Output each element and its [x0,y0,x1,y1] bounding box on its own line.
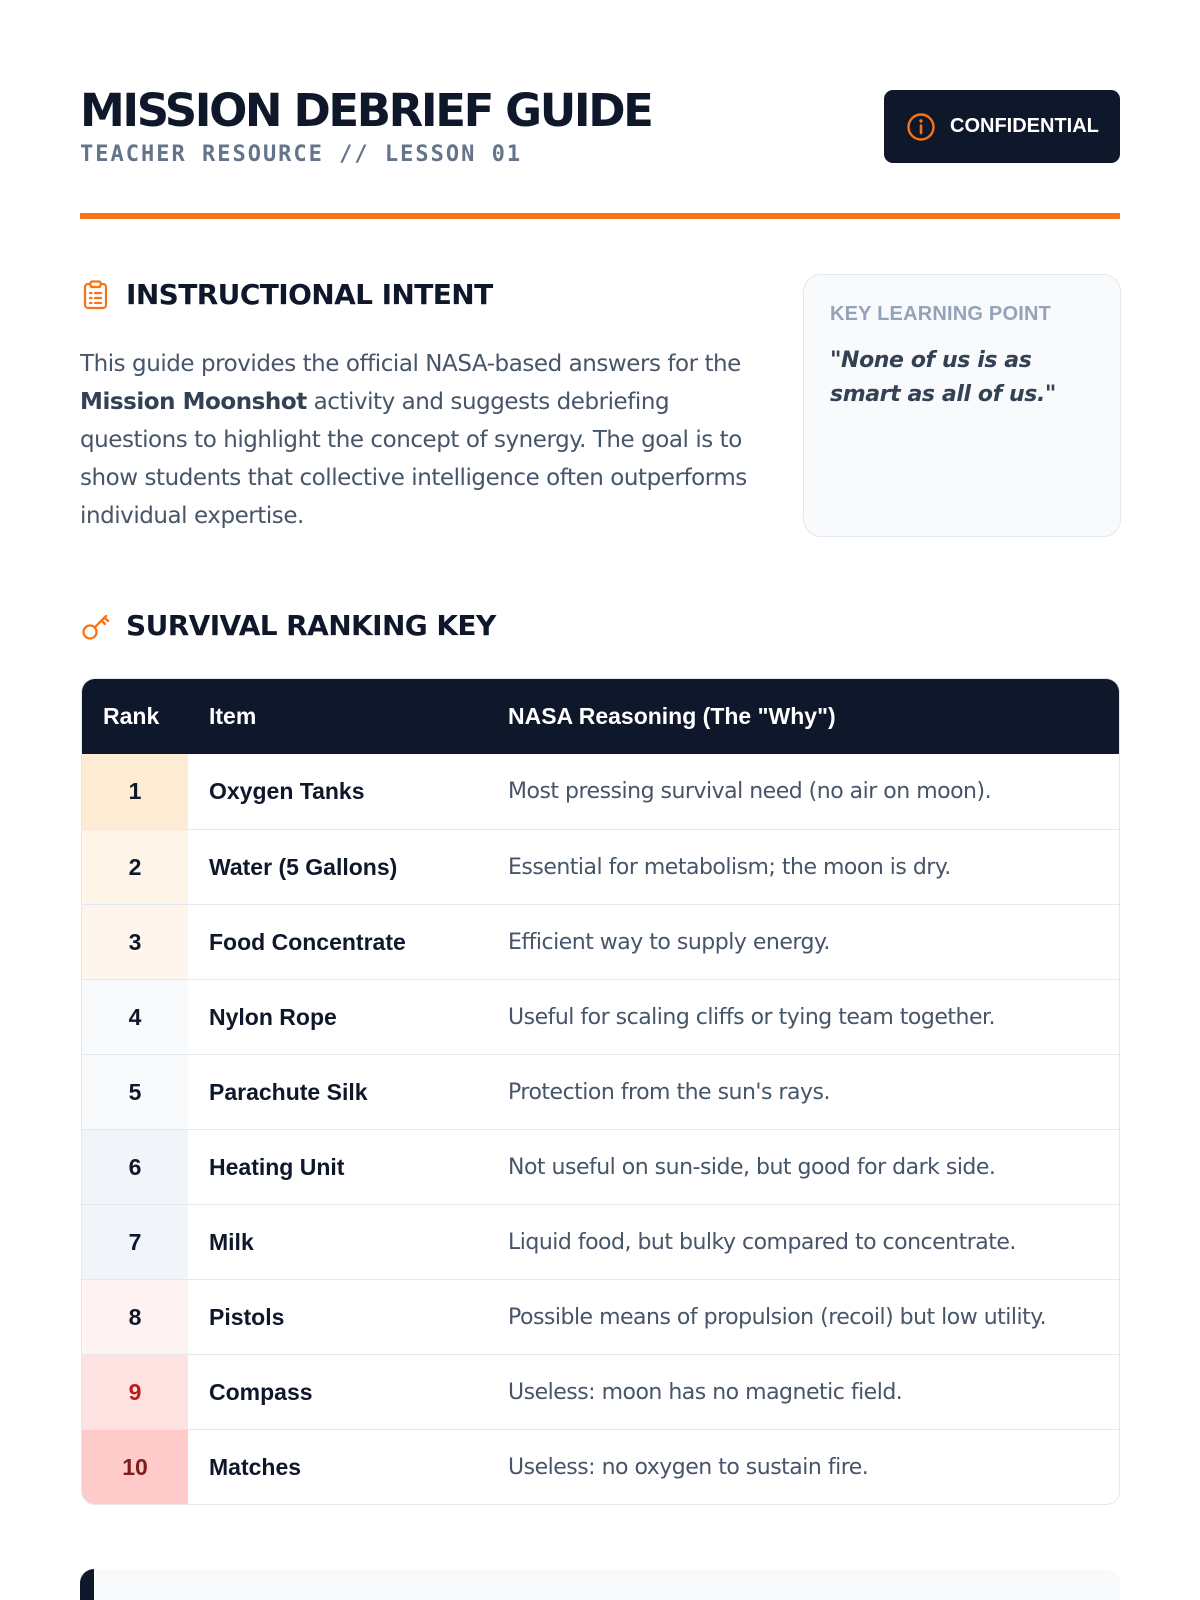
table-row [82,1279,1119,1354]
reasoning-cell: Possible means of propulsion (recoil) but low utility. [508,1304,1047,1330]
table-body [82,754,1119,1504]
item-cell: Nylon Rope [209,1003,337,1030]
item-cell: Compass [209,1378,313,1405]
page-header [80,86,1120,178]
table-row [82,1354,1119,1429]
rank-cell: 2 [82,830,188,904]
info-circle-icon [906,112,936,142]
rank-cell: 7 [82,1205,188,1279]
reasoning-cell: Useless: moon has no magnetic field. [508,1379,903,1405]
table-header [82,679,1119,754]
key-point-quote: "None of us is as smart as all of us." [830,348,1056,407]
rank-cell: 3 [82,905,188,979]
ranking-heading [80,609,496,642]
table-row [82,1054,1119,1129]
table-row [82,1129,1119,1204]
table-row [82,829,1119,904]
key-point-label: KEY LEARNING POINT [830,303,1052,325]
intent-text-end: activity and suggests debriefing questions to highlight the concept of synergy. The goal is to show students that collective intelligence often outperforms individual expertise. [80,389,747,529]
next-section-card [80,1569,1120,1600]
intent-title: INSTRUCTIONAL INTENT [126,278,493,311]
key-icon [80,610,112,642]
rank-cell: 6 [82,1130,188,1204]
column-header-item: Item [209,703,257,729]
page-title: MISSION DEBRIEF GUIDE [80,84,652,137]
rank-cell: 1 [82,754,188,829]
table-row [82,1204,1119,1279]
table-row [82,979,1119,1054]
item-cell: Heating Unit [209,1153,345,1180]
item-cell: Water (5 Gallons) [209,853,398,880]
table-row [82,904,1119,979]
reasoning-cell: Liquid food, but bulky compared to concentrate. [508,1229,1016,1255]
key-learning-point-card [803,274,1121,537]
reasoning-cell: Useless: no oxygen to sustain fire. [508,1454,869,1480]
item-cell: Matches [209,1453,302,1480]
table-row [82,1429,1119,1504]
reasoning-cell: Not useful on sun-side, but good for dark side. [508,1154,996,1180]
clipboard-list-icon [80,279,112,311]
item-cell: Milk [209,1228,254,1255]
confidential-badge [884,90,1120,163]
reasoning-cell: Efficient way to supply energy. [508,929,830,955]
intent-text-start: This guide provides the official NASA-based answers for the [80,351,741,377]
intent-heading [80,278,493,311]
rank-cell: 10 [82,1430,188,1504]
item-cell: Parachute Silk [209,1078,368,1105]
column-header-reasoning: NASA Reasoning (The "Why") [508,703,836,729]
item-cell: Oxygen Tanks [209,778,365,804]
table-row [82,754,1119,829]
reasoning-cell: Most pressing survival need (no air on moon). [508,779,992,804]
rank-cell: 5 [82,1055,188,1129]
intent-paragraph [80,345,760,535]
badge-label: CONFIDENTIAL [950,115,1099,137]
item-cell: Pistols [209,1303,285,1330]
reasoning-cell: Protection from the sun's rays. [508,1079,830,1105]
item-cell: Food Concentrate [209,928,406,955]
reasoning-cell: Essential for metabolism; the moon is dry. [508,854,951,880]
ranking-title: SURVIVAL RANKING KEY [126,609,496,642]
header-divider [80,213,1120,219]
intent-highlight: Mission Moonshot [80,389,307,415]
reasoning-cell: Useful for scaling cliffs or tying team together. [508,1004,995,1030]
column-header-rank: Rank [103,703,160,729]
page-subtitle: TEACHER RESOURCE // LESSON 01 [80,142,523,167]
rank-cell: 4 [82,980,188,1054]
ranking-table [81,678,1120,1505]
rank-cell: 8 [82,1280,188,1354]
rank-cell: 9 [82,1355,188,1429]
